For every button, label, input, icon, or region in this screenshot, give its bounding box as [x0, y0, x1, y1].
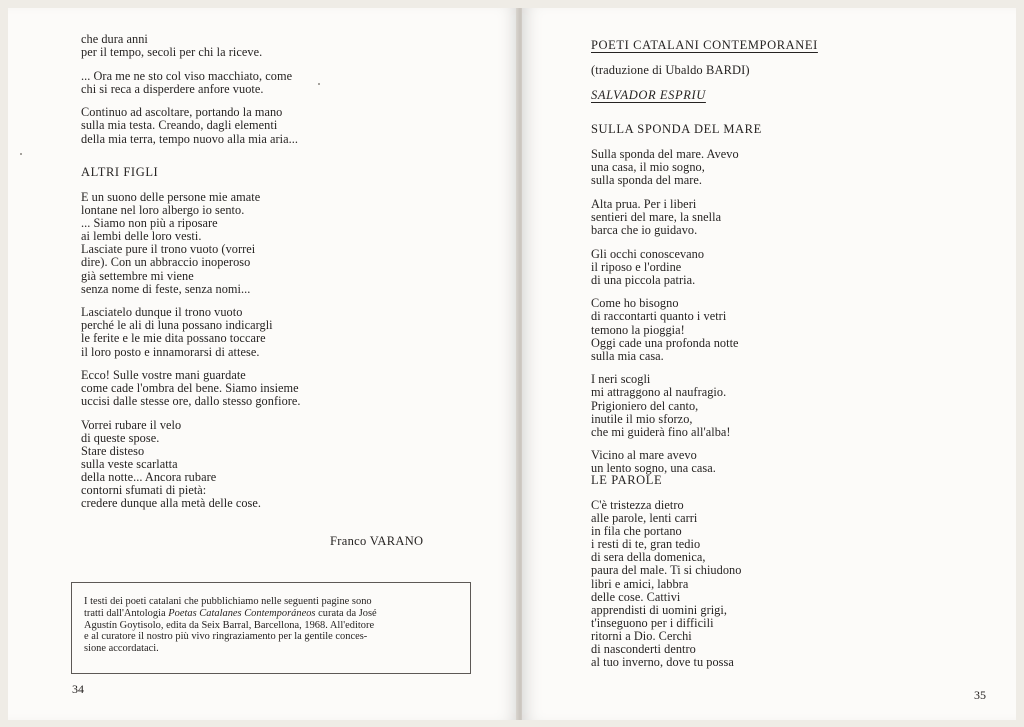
anthology-header — [591, 38, 818, 115]
verse-line: di nasconderti dentro — [591, 642, 696, 657]
note-line: sione accordataci. — [84, 643, 159, 655]
verse-line: il loro posto e innamorarsi di attese. — [81, 344, 260, 359]
verse-line: di una piccola patria. — [591, 272, 696, 287]
stanza — [591, 148, 762, 187]
right-page — [522, 8, 1016, 720]
note-line — [84, 608, 458, 620]
verse-line: al tuo inverno, dove tu possa — [591, 655, 734, 670]
anthology-title: Poetas Catalanes Contemporáneos — [168, 607, 316, 619]
verse-line: contorni sfumati di pietà: — [81, 483, 207, 498]
paper-speck — [318, 83, 320, 85]
verse-line: di raccontarti quanto i vetri — [591, 309, 727, 324]
stanza — [81, 306, 301, 358]
verse-line: un lento sogno, una casa. — [591, 461, 716, 476]
verse-line: C'è tristezza dietro — [591, 498, 684, 512]
verse-line: Come ho bisogno — [591, 296, 679, 311]
poem-sulla-sponda — [591, 122, 762, 486]
verse-line: Vorrei rubare il velo — [81, 417, 182, 432]
paper-speck — [20, 153, 22, 155]
verse-line: E un suono delle persone mie amate — [81, 190, 261, 204]
verse-line: le ferite e le mie dita possano toccare — [81, 331, 266, 346]
section-title: ALTRI FIGLI — [81, 165, 159, 179]
verse-line: perché le ali di luna possano indicargli — [81, 318, 273, 333]
poem-altri-figli — [81, 165, 301, 521]
note-text: curata da José — [315, 607, 377, 619]
verse-line: sulla veste scarlatta — [81, 457, 178, 472]
note-line: Agustín Goytisolo, edita da Seix Barral, Barcellona, 1968. All'editore — [84, 619, 375, 631]
verse-line: libri e amici, labbra — [591, 576, 689, 591]
verse-line: una casa, il mio sogno, — [591, 160, 705, 175]
stanza — [591, 499, 741, 669]
verse-line: già settembre mi viene — [81, 268, 194, 283]
left-top-verses — [81, 33, 298, 156]
verse-line: che dura anni — [81, 32, 148, 46]
stanza — [591, 297, 762, 362]
section-header: POETI CATALANI CONTEMPORANEI — [591, 38, 818, 52]
verse-line: credere dunque alla metà delle cose. — [81, 496, 262, 511]
verse-line: lontane nel loro albergo io sento. — [81, 203, 245, 218]
page-number: 34 — [72, 682, 84, 696]
verse-line: come cade l'ombra del bene. Siamo insieme — [81, 381, 299, 396]
poem-le-parole — [591, 473, 741, 680]
stanza — [81, 369, 301, 408]
stanza — [81, 419, 301, 511]
verse-line: barca che io guidavo. — [591, 222, 698, 237]
stanza — [81, 70, 298, 96]
stanza — [591, 373, 762, 438]
verse-line: ai lembi delle loro vesti. — [81, 229, 202, 244]
verse-line: Gli occhi conoscevano — [591, 246, 705, 261]
poem-title: SULLA SPONDA DEL MARE — [591, 122, 762, 136]
verse-line: apprendisti di uomini grigi, — [591, 602, 727, 617]
verse-line: paura del male. Ti si chiudono — [591, 563, 742, 578]
verse-line: uccisi dalle stesse ore, dallo stesso gonfiore. — [81, 394, 301, 409]
verse-line: di queste spose. — [81, 431, 160, 445]
note-line: I testi dei poeti catalani che pubblichiamo nelle seguenti pagine sono — [84, 596, 372, 607]
verse-line: senza nome di feste, senza nomi... — [81, 281, 251, 296]
verse-line: per il tempo, secoli per chi la riceve. — [81, 45, 263, 60]
verse-line: mi attraggono al naufragio. — [591, 385, 727, 400]
verse-line: sulla mia testa. Creando, dagli elementi — [81, 118, 278, 133]
verse-line: chi si reca a disperdere anfore vuote. — [81, 81, 264, 96]
verse-line: Sulla sponda del mare. Avevo — [591, 147, 739, 161]
page-number: 35 — [974, 688, 986, 702]
verse-line: inutile il mio sforzo, — [591, 411, 693, 426]
stanza — [81, 106, 298, 145]
poem-author: Franco VARANO — [330, 534, 424, 548]
verse-line: i resti di te, gran tedio — [591, 537, 701, 552]
verse-line: Continuo ad ascoltare, portando la mano — [81, 105, 283, 120]
verse-line: alle parole, lenti carri — [591, 511, 698, 526]
stanza — [81, 191, 301, 296]
verse-line: Lasciate pure il trono vuoto (vorrei — [81, 242, 256, 257]
verse-line: Stare disteso — [81, 444, 145, 459]
left-page — [8, 8, 518, 720]
verse-line: Prigioniero del canto, — [591, 398, 699, 413]
verse-line: dire). Con un abbraccio inoperoso — [81, 255, 251, 270]
verse-line: Lasciatelo dunque il trono vuoto — [81, 305, 243, 320]
verse-line: di sera della domenica, — [591, 550, 706, 565]
verse-line: ritorni a Dio. Cerchi — [591, 628, 692, 643]
verse-line: I neri scogli — [591, 372, 651, 387]
verse-line: Alta prua. Per i liberi — [591, 196, 697, 211]
stanza — [591, 198, 762, 237]
verse-line: t'inseguono per i difficili — [591, 615, 714, 630]
verse-line: Ecco! Sulle vostre mani guardate — [81, 368, 246, 383]
translation-credit: (traduzione di Ubaldo BARDI) — [591, 63, 750, 77]
verse-line: della mia terra, tempo nuovo alla mia aria... — [81, 131, 299, 146]
verse-line: ... Ora me ne sto col viso macchiato, come — [81, 68, 293, 83]
stanza — [81, 33, 298, 59]
stanza — [591, 248, 762, 287]
poem-title: LE PAROLE — [591, 473, 663, 487]
verse-line: ... Siamo non più a riposare — [81, 216, 218, 231]
verse-line: il riposo e l'ordine — [591, 259, 682, 274]
verse-line: Oggi cade una profonda notte — [591, 335, 739, 350]
poet-name: SALVADOR ESPRIU — [591, 88, 706, 102]
verse-line: sentieri del mare, la snella — [591, 209, 722, 224]
verse-line: in fila che portano — [591, 524, 682, 539]
verse-line: sulla sponda del mare. — [591, 173, 703, 188]
verse-line: della notte... Ancora rubare — [81, 470, 217, 485]
note-line: e al curatore il nostro più vivo ringraziamento per la gentile conces- — [84, 631, 368, 643]
verse-line: temono la pioggia! — [591, 322, 685, 337]
verse-line: sulla mia casa. — [591, 348, 664, 363]
verse-line: delle cose. Cattivi — [591, 589, 681, 604]
editorial-note-box — [71, 582, 471, 674]
verse-line: Vicino al mare avevo — [591, 448, 697, 463]
stanza — [591, 449, 762, 475]
note-text: tratti dall'Antologia — [84, 607, 169, 619]
verse-line: che mi guiderà fino all'alba! — [591, 424, 731, 439]
